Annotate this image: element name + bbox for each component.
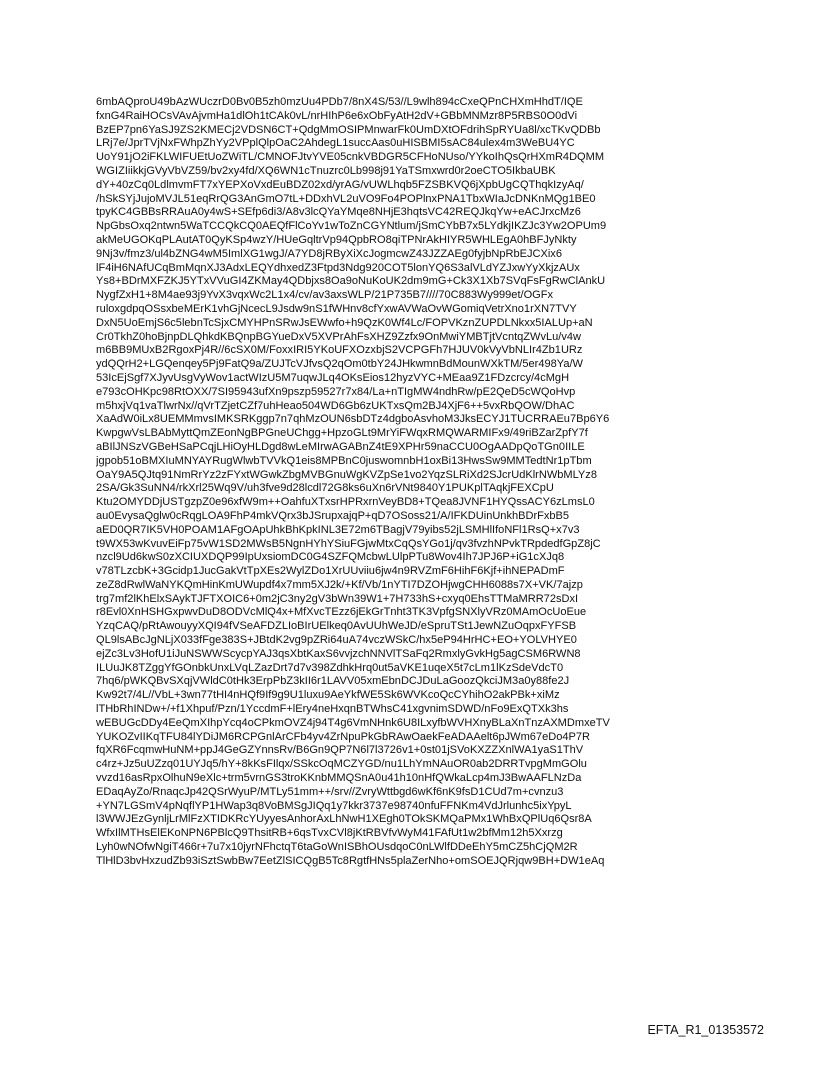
- text-line: nzcl9Ud6kwS0zXCIUXDQP99IpUxsiomDC0G4SZFQMcbwLUlpPTu8Wov4Ih7JPJ6P+iG1cXJq8: [96, 551, 565, 564]
- text-line: YzqCAQ/pRtAwouyyXQI94fVSeAFDZLIoBIrUElkeq0AvUUhWeJD/eSpruTSt1JewNZuOqpxFYFSB: [96, 620, 577, 633]
- text-line: l3WWJEzGynljLrMlFzXTIDKRcYUyyesAnhorAxLhNwH1XEgh0TOkSKMQaPMx1WhBxQPlUq6Qsr8A: [96, 813, 592, 826]
- text-line: QL9lsABcJgNLjX033fFge383S+JBtdK2vg9pZRi64uA74vczWSkC/hx5eP94HrHC+EO+YOLVHYE0: [96, 634, 577, 647]
- text-line: ejZc3Lv3HofU1iJuNSWWScycpYAJ3qsXbtKaxS6vvjzchNNVlTSaFq2RmxlyGvkHg5agCSM6RWN8: [96, 647, 581, 660]
- text-line: NpGbsOxq2ntwn5WaTCCQkCQ0AEQfFlCoYv1wToZnCGYNtlum/jSmCYbB7x5LYdkjIKZJc3Yw2OPUm9: [96, 220, 607, 233]
- text-line: 53IcEjSgf7XJyvUsgVyWov1actWIzU5M7uqwJLq4OKsEios12hyzVYC+MEaa9Z1FDzcrcy/4cMgH: [96, 371, 570, 384]
- text-line: vvzd16asRpxOlhuN9eXlc+trm5vrnGS3troKKnbMMQSnA0u41h10nHfQWkaLcp4mJ3BwAAFLNzDa: [96, 772, 582, 785]
- text-line: 2SA/Gk3SuNN4/rkXrl25Wq9V/uh3fve9d28lcdl72G8ks6uXn6rVNt9840Y1PUKplTAqkjFEXCpU: [96, 482, 554, 495]
- text-line: NygfZxH1+8M4ae93j9YvX3vqxWc2L1x4/cv/av3axsWLP/21P735B7////70C883Wy999et/OGFx: [96, 289, 554, 302]
- text-line: 7hq6/pWKQBvSXqjVWldC0tHk3ErpPbZ3kII6r1LAVV05xmEbnDCJDuLaGoozQkciJM3a0y88fe2J: [96, 675, 570, 688]
- text-line: Cr0TkhZ0hoBjnpDLQhkdKBQnpBGYueDxV5XVPrAhFsXHZ9Zzfx9OnMwiYMBTjtVcntqZWvLu/v4w: [96, 330, 582, 343]
- text-line: LRj7e/JprTVjNxFWhpZhYy2VPplQlpOaC2AhdegL1succAas0uHISBMI5sAC84ulex4m3WeBU4YC: [96, 137, 575, 150]
- text-line: ILUuJK8TZggYfGOnbkUnxLVqLZazDrt7d7v398ZdhkHrq0ut5aVKE1uqeX5t7cLm1lKzSdeVdcT0: [96, 661, 564, 674]
- text-line: dY+40zCq0LdlmvmFT7xYEPXoVxdEuBDZ02xd/yrAG/vUWLhqb5FZSBKVQ6jXpbUgCQThqkIzyAq/: [96, 178, 584, 191]
- text-line: au0EvysaQglw0cRqgLOA9FhP4mkVQrx3bJSrupxajqP+qD7OSoss21/A/IFKDUinUnkhBDrFxbB5: [96, 509, 570, 522]
- text-line: WfxIlMTHsElEKoNPN6PBlcQ9ThsitRB+6qsTvxCVl8jKtRBVfvWyM41FAfUt1w2bfMm12h5Xxrzg: [96, 827, 563, 840]
- text-line: zeZ8dRwlWaNYKQmHinKmUWupdf4x7mm5XJ2k/+Kf/Vb/1nYTI7DZOHjwgCHH6088s7X+VK/7ajzp: [96, 578, 583, 591]
- text-line: /hSkSYjJujoMVJL51eqRrQG3AnGmO7tL+DDxhVL2uVO9Fo4POPlnxPNA1TbxWIaJcDNKnMQg1BE0: [96, 192, 596, 205]
- text-line: akMeUGOKqPLAutAT0QyKSp4wzY/HUeGqltrVp94QpbRO8qiTPNrAkHIYR5WHLEgA0hBFJyNkty: [96, 233, 577, 246]
- text-line: UoY91jO2iFKLWIFUEtUoZWiTL/CMNOFJtvYVE05cnkVBDGR5CFHoNUso/YYkoIhQsQrHXmR4DQMM: [96, 151, 605, 164]
- text-line: m6BB9MUxB2RgoxPj4R//6cSX0M/FoxxIRI5YKoUFXOzxbjS2VCPGFh7HJUV0kVyVbNLIr4Zb1URz: [96, 344, 583, 357]
- text-line: WGIZIiikkjGVyVbVZ59/bv2xy4fd/XQ6WN1cTnuzrc0Lb998j91YaTSmxwrd0r2oeCTO5IkbaUBK: [96, 164, 556, 177]
- text-line: jgpob51oBMXIuMNYAYRugWlwbTVVkQ1eis8MPBnC0juswomnbH1oxBi13HwsSw9MMTedtNr1pTbm: [96, 454, 592, 467]
- text-line: +YN7LGSmV4pNqflYP1HWap3q8VoBMSgJIQq1y7kkr3737e98740nfuFFNKm4VdJrlunhc5ixYpyL: [96, 799, 572, 812]
- text-line: tpyKC4GBBsRRAuA0y4wS+SEfp6di3/A8v3lcQYaYMqe8NHjE3hqtsVC42REQJkqYw+eACJrxcMz6: [96, 206, 581, 219]
- text-line: lTHbRhINDw+/+f1Xhpuf/Pzn/1YccdmF+lEry4neHxqnBTWhsC41xgvnimSDWD/nFo9ExQTXk3hs: [96, 703, 569, 716]
- text-line: e793cOHKpc98RtOXX/7SI95943ufXn9pszp59527r7x84/La+nTIgMW4ndhRw/pE2QeD5cWQoHvp: [96, 385, 576, 398]
- text-line: fqXR6FcqmwHuNM+ppJ4GeGZYnnsRv/B6Gn9QP7N6l7l3726v1+0st01jSVoKXZZXnlWA1yaS1ThV: [96, 744, 584, 757]
- text-line: KwpgwVsLBAbMyttQmZEonNgBPGneUChgg+HpzoGLt9MrYiFWqxRMQWARMIFx9/49riBZarZpfY7f: [96, 427, 588, 440]
- text-line: aBIlJNSzVGBeHSaPCqjLHiOyHLDgd8wLeMIrwAGABnZ4tE9XPHr59naCCU0OgAADpQoTGn0IILE: [96, 440, 585, 453]
- text-line: Ys8+BDrMXFZKJ5YTxVVuGI4ZKMay4QDbjxs8Oa9oNuKoUK2dm9mG+Ck3X1Xb7SVqFsFgRwClAnkU: [96, 275, 606, 288]
- text-line: v78TLzcbK+3Gcidp1JucGakVtTpXEs2WylZDo1XrUUviiu6jw4n9RVZmF6HihF6Kjf+ihNEPADmF: [96, 565, 565, 578]
- text-line: 6mbAQproU49bAzWUczrD0Bv0B5zh0mzUu4PDb7/8nX4S/53//L9wlh894cCxeQPnCHXmHhdT/IQE: [96, 96, 583, 108]
- text-line: trg7mf2lKhElxSAykTJFTXOIC6+0m2jC3ny2gV3bWn39W1+7H733hS+cxyq0EhsTTMaMRR72sDxI: [96, 592, 579, 605]
- text-line: c4rz+Jz5uUZzq01UYJq5/hY+8kKsFIlqx/SSkcOqMCZYGD/nu1LhYmNAuOR0ab2DRRTvpgMmGOlu: [96, 758, 587, 771]
- text-line: DxN5UoEmjS6c5lebnTcSjxCMYHPnSRwJsEWwfo+h9QzK0Wf4Lc/FOPVKznZUPDLNkxx5IALUp+aN: [96, 316, 593, 329]
- text-line: Ktu2OMYDDjUSTgzpZ0e96xfW9m++OahfuXTxsrHPRxrnVeyBD8+TQea8JVNF1HYQssACY6zLmsL0: [96, 496, 595, 509]
- text-line: ydQQrH2+LGQenqey5Pj9FatQ9a/ZUJTcVJfvsQ2qOm0tbY24JHkwmnBdMounWXkTM/5er498Ya/W: [96, 358, 583, 371]
- document-id-footer: EFTA_R1_01353572: [647, 1023, 764, 1037]
- text-line: BzEP7pn6YaSJ9ZS2KMECj2VDSN6CT+QdgMmOSIPMnwarFk0UmDXtOFdrihSpRYUa8l/xcTKvQDBb: [96, 123, 601, 136]
- text-line: Lyh0wNOfwNgiT466r+7u7x10jyrNFhctqT6taGoWnISBhOUsdqoC0nLWlfDDeEhY5mCZ5hCjQM2R: [96, 841, 578, 854]
- text-line: EDaqAyZo/RnaqcJp42QSrWyuP/MTLy51mm++/srv//ZvryWttbgd6wKf6nK9fsD1CUd7m+cvnzu3: [96, 785, 564, 798]
- text-line: m5hxjVq1vaTlwrNx//qVrTZjetCZf7uhHeao504WD6Gb6zUKTxsQm2BJ4XjF6++5vxRbQOW/DhAC: [96, 399, 575, 412]
- text-line: Kw92t7/4L//VbL+3wn77tHI4nHQf9If9g9U1luxu9AeYkfWE5Sk6WVKcoQcCYhihO2akPBk+xiMz: [96, 689, 560, 702]
- text-line: fxnG4RaiHOCsVAvAjvmHa1dlOh1tCAk0vL/nrHIhP6e6xObFyAtH2dV+GBbMNMzr8P5RBS0O0dVi: [96, 109, 578, 122]
- text-line: aED0QR7IK5VH0POAM1AFgOApUhkBhKpkINL3E72m6TBagjV79yibs52jLSMHlIfoNFl1RsQ+x7v3: [96, 523, 580, 536]
- text-line: t9WX53wKvuvEiFp75vW1SD2MWsB5NgnHYhYSiuFGjwMtxCqQsYGo1j/qv3fvzhNPvkTRpdedfGpZ8jC: [96, 537, 601, 550]
- text-line: r8Evl0XnHSHGxpwvDuD8ODVcMlQ4x+MfXvcTEzz6jEkGrTnht3TK3VpfgSNXlyVRz0MAmOcUoEue: [96, 606, 587, 619]
- encoded-text-block: [96, 96, 746, 869]
- text-line: wEBUGcDDy4EeQmXIhpYcq4oCPkmOVZ4j94T4g6VmNHnk6U8ILxyfbWVHXnyBLaXnTnzAXMDmxeTV: [96, 716, 610, 729]
- text-line: YUKOZvIIKqTFU84lYDiJM6RCPGnlArCFb4yv4ZrNpuPkGbRAwOaekFeADAAelt6pJWm67eDo4P7R: [96, 730, 590, 743]
- text-line: 9Nj3v/fmz3/ul4bZNG4wM5ImlXG1wgJ/A7YD8jRByXiXcJogmcwZ43JZZAEg0fyjbNpRbEJCXix6: [96, 247, 562, 260]
- text-line: OaY9A5QJtq91NmRrYz2zFYxtWGwkZbgMVBGnuWgKVZpSe1vo2YqzSLRiXd2SJcrUdKlrNWbMLYz8: [96, 468, 597, 481]
- text-line: TlHlD3bvHxzudZb93iSztSwbBw7EetZlSICQgB5Tc8RgtfHNs5plaZerNho+omSOEJQRjqw9BH+DW1eAq: [96, 854, 605, 867]
- text-line: XaAdW0iLx8UEMMmvsIMKSRKggp7n7qhMzOUN6sbDTz4dgboAsvhoM3JksECYJ1TUCRRAEu7Bp6Y6: [96, 413, 610, 426]
- text-line: ruloxgdpqOSsxbeMErK1vhGjNcecL9Jsdw9nS1fWHnv8cfYxwAVWaOvWGomiqVetrXno1rXN7TVY: [96, 302, 577, 315]
- text-line: lF4iH6NAfUCqBmMqnXJ3AdxLEQYdhxedZ3Ftpd3Ndg920COT5lonYQ6S3alVLdYZJxwYyXkjzAUx: [96, 261, 580, 274]
